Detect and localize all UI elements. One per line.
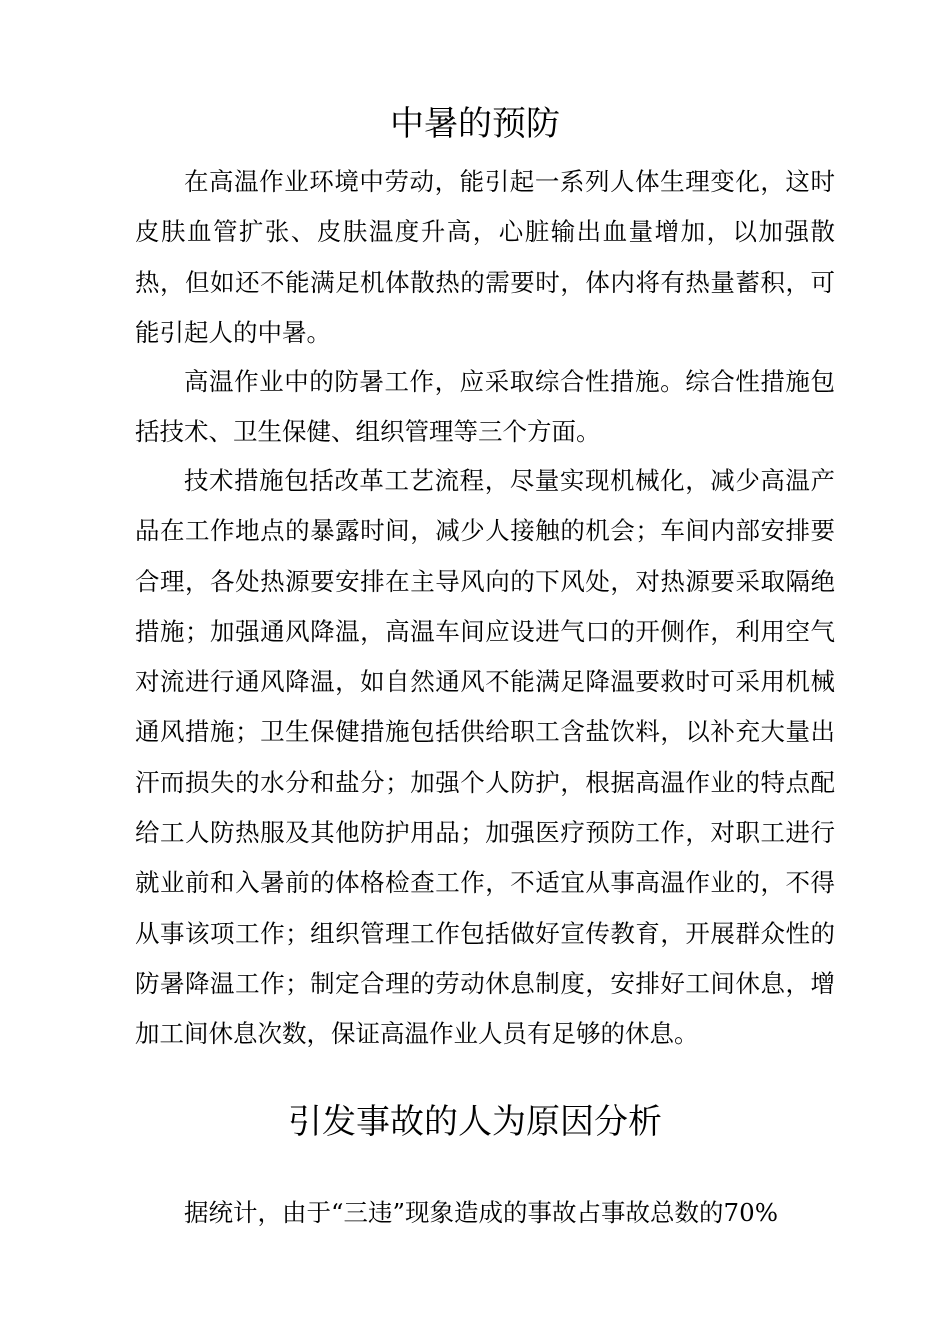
section-title-heatstroke-prevention: 中暑的预防 bbox=[390, 104, 560, 144]
paragraph-heat-physiology: 在高温作业环境中劳动，能引起一系列人体生理变化，这时皮肤血管扩张、皮肤温度升高，心脏输出血量增加，以加强散热，但如还不能满足机体散热的需要时，体内将有热量蓄积，可能引起人的中暑。 bbox=[135, 167, 835, 347]
paragraph-comprehensive-measures: 高温作业中的防暑工作，应采取综合性措施。综合性措施包括技术、卫生保健、组织管理等三个方面。 bbox=[135, 367, 835, 447]
paragraph-technical-measures: 技术措施包括改革工艺流程，尽量实现机械化，减少高温产品在工作地点的暴露时间，减少人接触的机会；车间内部安排要合理，各处热源要安排在主导风向的下风处，对热源要采取隔绝措施；加强通风降温，高温车间应设进气口的开侧作，利用空气对流进行通风降温，如自然通风不能满足降温要救时可采用机械通风措施；卫生保健措施包括供给职工含盐饮料，以补充大量出汗而损失的水分和盐分；加强个人防护，根据高温作业的特点配给工人防热服及其他防护用品；加强医疗预防工作，对职工进行就业前和入暑前的体格检查工作，不适宜从事高温作业的，不得从事该项工作；组织管理工作包括做好宣传教育，开展群众性的防暑降温工作；制定合理的劳动休息制度，安排好工间休息，增加工间休息次数，保证高温作业人员有足够的休息。 bbox=[135, 466, 835, 1049]
section-title-human-cause-analysis: 引发事故的人为原因分析 bbox=[288, 1102, 662, 1142]
paragraph-statistics: 据统计，由于“三违”现象造成的事故占事故总数的70% bbox=[184, 1198, 779, 1227]
